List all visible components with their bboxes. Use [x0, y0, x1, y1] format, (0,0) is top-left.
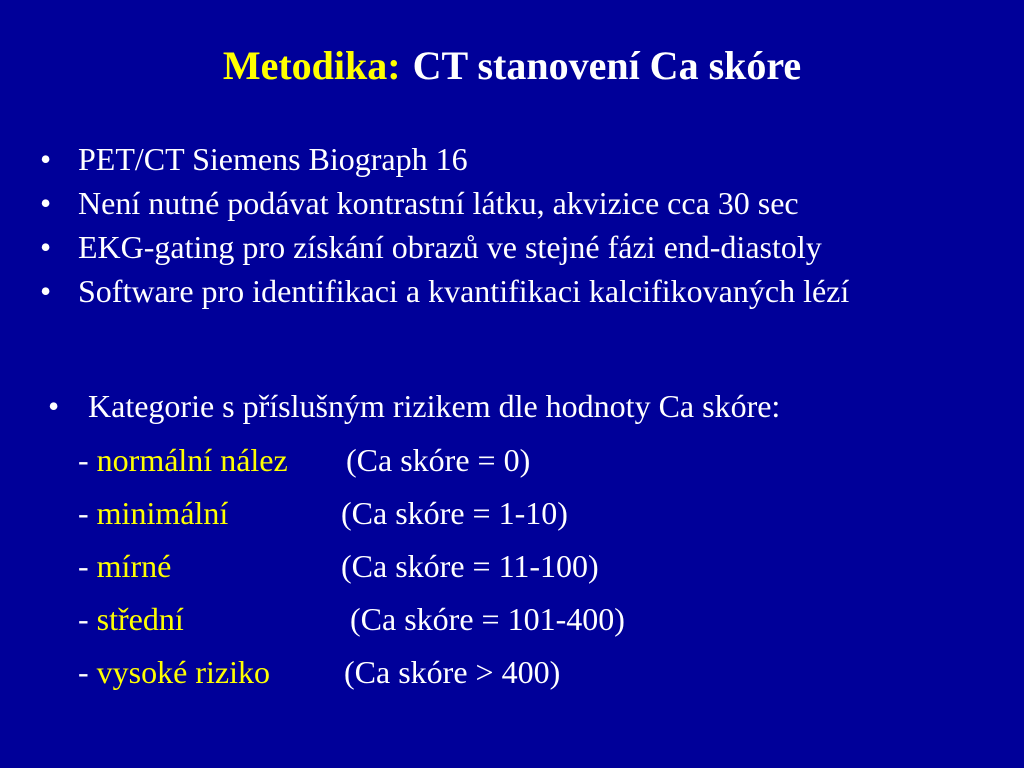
category-name: minimální [96, 495, 229, 531]
bullet-marker: • [40, 141, 52, 177]
title-label: Metodika: [222, 43, 401, 88]
category-name: střední [96, 601, 184, 637]
category-value: (Ca skóre = 0) [346, 442, 531, 478]
category-prefix: - [78, 601, 97, 637]
categories-heading-text: Kategorie s příslušným rizikem dle hodnoty Ca skóre: [88, 388, 781, 424]
bullet-item [40, 228, 1015, 266]
title-text: CT stanovení Ca skóre [412, 43, 802, 88]
category-prefix: - [78, 548, 97, 584]
bullet-text: Software pro identifikaci a kvantifikaci kalcifikovaných lézí [78, 273, 850, 309]
bullet-item [40, 140, 1015, 178]
category-prefix: - [78, 654, 97, 690]
categories-marker: • [48, 388, 60, 424]
bullet-text: EKG-gating pro získání obrazů ve stejné fázi end-diastoly [78, 229, 822, 265]
bullet-item [40, 184, 1015, 222]
category-row-mild [78, 546, 599, 599]
category-name: normální nález [96, 442, 288, 478]
category-name: vysoké riziko [96, 654, 270, 690]
category-row-moderate [78, 599, 625, 652]
bullet-marker: • [40, 185, 52, 221]
bullet-item [40, 272, 1015, 310]
bullet-text: Není nutné podávat kontrastní látku, akvizice cca 30 sec [78, 185, 799, 221]
category-list [78, 440, 625, 705]
category-prefix: - [78, 442, 97, 478]
category-value: (Ca skóre > 400) [344, 654, 561, 690]
bullet-marker: • [40, 273, 52, 309]
category-prefix: - [78, 495, 97, 531]
category-name: mírné [96, 548, 172, 584]
category-value: (Ca skóre = 11-100) [341, 548, 599, 584]
categories-heading [48, 386, 780, 426]
category-row-normal [78, 440, 531, 493]
slide-title [0, 38, 1024, 94]
category-row-high [78, 652, 561, 705]
category-value: (Ca skóre = 101-400) [350, 601, 625, 637]
bullet-list [40, 140, 1015, 316]
category-row-minimal [78, 493, 568, 546]
category-value: (Ca skóre = 1-10) [341, 495, 568, 531]
bullet-marker: • [40, 229, 52, 265]
bullet-text: PET/CT Siemens Biograph 16 [78, 141, 468, 177]
